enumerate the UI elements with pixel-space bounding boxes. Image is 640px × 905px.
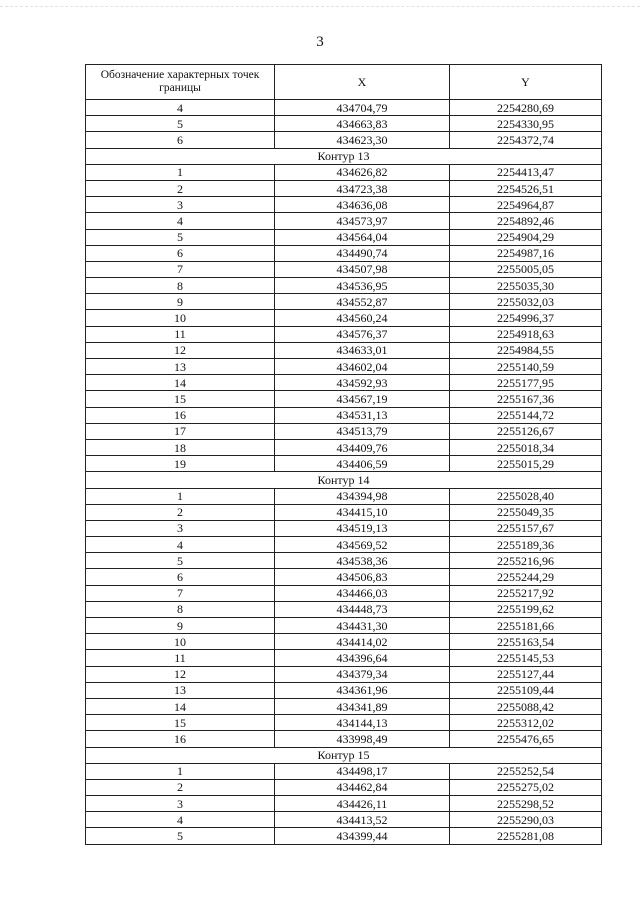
x-coordinate-cell: 434567,19 [275, 391, 450, 407]
point-number-cell: 2 [86, 180, 275, 196]
x-coordinate-cell: 434573,97 [275, 213, 450, 229]
table-row [86, 261, 602, 277]
table-row [86, 812, 602, 828]
table-row [86, 488, 602, 504]
x-coordinate-cell: 434396,64 [275, 650, 450, 666]
y-coordinate-cell: 2255189,36 [450, 537, 602, 553]
table-row [86, 504, 602, 520]
page-number: 3 [316, 34, 324, 50]
table-row [86, 375, 602, 391]
x-coordinate-cell: 434498,17 [275, 763, 450, 779]
point-number-cell: 9 [86, 618, 275, 634]
x-coordinate-cell: 434415,10 [275, 504, 450, 520]
x-coordinate-cell: 434409,76 [275, 439, 450, 455]
y-coordinate-cell: 2255126,67 [450, 423, 602, 439]
point-number-cell: 2 [86, 504, 275, 520]
x-coordinate-cell: 434379,34 [275, 666, 450, 682]
x-coordinate-cell: 434626,82 [275, 164, 450, 180]
table-row [86, 763, 602, 779]
point-number-cell: 11 [86, 650, 275, 666]
x-coordinate-cell: 434406,59 [275, 456, 450, 472]
table-row [86, 294, 602, 310]
x-coordinate-cell: 434426,11 [275, 796, 450, 812]
point-number-cell: 13 [86, 682, 275, 698]
x-coordinate-cell: 434564,04 [275, 229, 450, 245]
y-coordinate-cell: 2255281,08 [450, 828, 602, 844]
y-coordinate-cell: 2254372,74 [450, 132, 602, 148]
point-number-cell: 10 [86, 310, 275, 326]
x-coordinate-cell: 434602,04 [275, 359, 450, 375]
x-coordinate-cell: 434361,96 [275, 682, 450, 698]
y-coordinate-cell: 2254330,95 [450, 116, 602, 132]
x-coordinate-cell: 434538,36 [275, 553, 450, 569]
section-title: Контур 14 [86, 472, 602, 488]
y-coordinate-cell: 2255177,95 [450, 375, 602, 391]
x-coordinate-cell: 434552,87 [275, 294, 450, 310]
point-number-cell: 4 [86, 100, 275, 116]
y-coordinate-cell: 2255088,42 [450, 698, 602, 714]
point-number-cell: 16 [86, 731, 275, 747]
point-number-cell: 5 [86, 229, 275, 245]
section-header-row [86, 472, 602, 488]
table-row [86, 359, 602, 375]
table-row [86, 682, 602, 698]
x-coordinate-cell: 434723,38 [275, 180, 450, 196]
x-coordinate-cell: 434576,37 [275, 326, 450, 342]
table-row [86, 666, 602, 682]
x-coordinate-cell: 434448,73 [275, 601, 450, 617]
point-number-cell: 14 [86, 698, 275, 714]
y-coordinate-cell: 2255109,44 [450, 682, 602, 698]
top-edge-line [0, 6, 640, 7]
table-row [86, 116, 602, 132]
section-header-row [86, 148, 602, 164]
x-coordinate-cell: 434490,74 [275, 245, 450, 261]
x-coordinate-cell: 434144,13 [275, 715, 450, 731]
point-number-cell: 3 [86, 796, 275, 812]
table-row [86, 569, 602, 585]
point-number-cell: 2 [86, 779, 275, 795]
table-row [86, 326, 602, 342]
y-coordinate-cell: 2255275,02 [450, 779, 602, 795]
y-coordinate-cell: 2255127,44 [450, 666, 602, 682]
table-row [86, 342, 602, 358]
y-coordinate-cell: 2255181,66 [450, 618, 602, 634]
y-coordinate-cell: 2254987,16 [450, 245, 602, 261]
point-number-cell: 12 [86, 342, 275, 358]
point-number-cell: 1 [86, 164, 275, 180]
x-coordinate-cell: 434560,24 [275, 310, 450, 326]
table-row [86, 229, 602, 245]
y-coordinate-cell: 2255145,53 [450, 650, 602, 666]
table-row [86, 553, 602, 569]
table-row [86, 731, 602, 747]
y-coordinate-cell: 2254526,51 [450, 180, 602, 196]
point-number-cell: 16 [86, 407, 275, 423]
table-row [86, 407, 602, 423]
x-coordinate-cell: 434394,98 [275, 488, 450, 504]
point-number-cell: 1 [86, 763, 275, 779]
point-number-cell: 10 [86, 634, 275, 650]
table-row [86, 715, 602, 731]
y-coordinate-cell: 2254280,69 [450, 100, 602, 116]
table-row [86, 278, 602, 294]
header-x: X [275, 65, 450, 100]
x-coordinate-cell: 434399,44 [275, 828, 450, 844]
point-number-cell: 6 [86, 245, 275, 261]
table-row [86, 601, 602, 617]
x-coordinate-cell: 434663,83 [275, 116, 450, 132]
y-coordinate-cell: 2254892,46 [450, 213, 602, 229]
point-number-cell: 8 [86, 278, 275, 294]
point-number-cell: 14 [86, 375, 275, 391]
point-number-cell: 5 [86, 828, 275, 844]
table-row [86, 197, 602, 213]
y-coordinate-cell: 2255018,34 [450, 439, 602, 455]
table-row [86, 618, 602, 634]
point-number-cell: 5 [86, 116, 275, 132]
point-number-cell: 7 [86, 261, 275, 277]
point-number-cell: 4 [86, 213, 275, 229]
y-coordinate-cell: 2254996,37 [450, 310, 602, 326]
x-coordinate-cell: 434636,08 [275, 197, 450, 213]
x-coordinate-cell: 434536,95 [275, 278, 450, 294]
table-header-row [86, 65, 602, 100]
point-number-cell: 19 [86, 456, 275, 472]
y-coordinate-cell: 2255049,35 [450, 504, 602, 520]
point-number-cell: 15 [86, 715, 275, 731]
table-row [86, 245, 602, 261]
x-coordinate-cell: 433998,49 [275, 731, 450, 747]
point-number-cell: 1 [86, 488, 275, 504]
y-coordinate-cell: 2254918,63 [450, 326, 602, 342]
table-row [86, 520, 602, 536]
point-number-cell: 18 [86, 439, 275, 455]
point-number-cell: 6 [86, 132, 275, 148]
x-coordinate-cell: 434413,52 [275, 812, 450, 828]
table-row [86, 779, 602, 795]
point-number-cell: 7 [86, 585, 275, 601]
point-number-cell: 13 [86, 359, 275, 375]
x-coordinate-cell: 434414,02 [275, 634, 450, 650]
y-coordinate-cell: 2255140,59 [450, 359, 602, 375]
table-row [86, 698, 602, 714]
table-row [86, 310, 602, 326]
point-number-cell: 12 [86, 666, 275, 682]
point-number-cell: 4 [86, 812, 275, 828]
x-coordinate-cell: 434341,89 [275, 698, 450, 714]
x-coordinate-cell: 434519,13 [275, 520, 450, 536]
y-coordinate-cell: 2255035,30 [450, 278, 602, 294]
x-coordinate-cell: 434633,01 [275, 342, 450, 358]
table-row [86, 796, 602, 812]
table-row [86, 537, 602, 553]
table-row [86, 391, 602, 407]
y-coordinate-cell: 2254984,55 [450, 342, 602, 358]
coordinates-table [85, 64, 602, 845]
section-title: Контур 13 [86, 148, 602, 164]
x-coordinate-cell: 434507,98 [275, 261, 450, 277]
y-coordinate-cell: 2255217,92 [450, 585, 602, 601]
table-row [86, 585, 602, 601]
point-number-cell: 17 [86, 423, 275, 439]
y-coordinate-cell: 2255476,65 [450, 731, 602, 747]
x-coordinate-cell: 434592,93 [275, 375, 450, 391]
y-coordinate-cell: 2255005,05 [450, 261, 602, 277]
y-coordinate-cell: 2254904,29 [450, 229, 602, 245]
table-row [86, 423, 602, 439]
point-number-cell: 6 [86, 569, 275, 585]
y-coordinate-cell: 2255252,54 [450, 763, 602, 779]
header-point-designation: Обозначение характерных точек границы [86, 65, 275, 100]
point-number-cell: 3 [86, 197, 275, 213]
table-row [86, 100, 602, 116]
header-y: Y [450, 65, 602, 100]
section-header-row [86, 747, 602, 763]
y-coordinate-cell: 2255015,29 [450, 456, 602, 472]
y-coordinate-cell: 2255157,67 [450, 520, 602, 536]
y-coordinate-cell: 2255244,29 [450, 569, 602, 585]
point-number-cell: 9 [86, 294, 275, 310]
section-title: Контур 15 [86, 747, 602, 763]
y-coordinate-cell: 2255199,62 [450, 601, 602, 617]
y-coordinate-cell: 2255028,40 [450, 488, 602, 504]
x-coordinate-cell: 434466,03 [275, 585, 450, 601]
point-number-cell: 15 [86, 391, 275, 407]
x-coordinate-cell: 434623,30 [275, 132, 450, 148]
y-coordinate-cell: 2255290,03 [450, 812, 602, 828]
x-coordinate-cell: 434462,84 [275, 779, 450, 795]
table-row [86, 180, 602, 196]
x-coordinate-cell: 434704,79 [275, 100, 450, 116]
point-number-cell: 5 [86, 553, 275, 569]
y-coordinate-cell: 2255032,03 [450, 294, 602, 310]
table-row [86, 132, 602, 148]
y-coordinate-cell: 2255163,54 [450, 634, 602, 650]
point-number-cell: 3 [86, 520, 275, 536]
point-number-cell: 4 [86, 537, 275, 553]
table-row [86, 213, 602, 229]
x-coordinate-cell: 434531,13 [275, 407, 450, 423]
x-coordinate-cell: 434431,30 [275, 618, 450, 634]
y-coordinate-cell: 2255298,52 [450, 796, 602, 812]
table-row [86, 828, 602, 844]
table-row [86, 439, 602, 455]
y-coordinate-cell: 2254964,87 [450, 197, 602, 213]
y-coordinate-cell: 2255312,02 [450, 715, 602, 731]
point-number-cell: 11 [86, 326, 275, 342]
x-coordinate-cell: 434513,79 [275, 423, 450, 439]
table-row [86, 650, 602, 666]
y-coordinate-cell: 2255167,36 [450, 391, 602, 407]
y-coordinate-cell: 2255144,72 [450, 407, 602, 423]
table-row [86, 456, 602, 472]
x-coordinate-cell: 434569,52 [275, 537, 450, 553]
table-row [86, 164, 602, 180]
y-coordinate-cell: 2254413,47 [450, 164, 602, 180]
x-coordinate-cell: 434506,83 [275, 569, 450, 585]
y-coordinate-cell: 2255216,96 [450, 553, 602, 569]
table-row [86, 634, 602, 650]
point-number-cell: 8 [86, 601, 275, 617]
